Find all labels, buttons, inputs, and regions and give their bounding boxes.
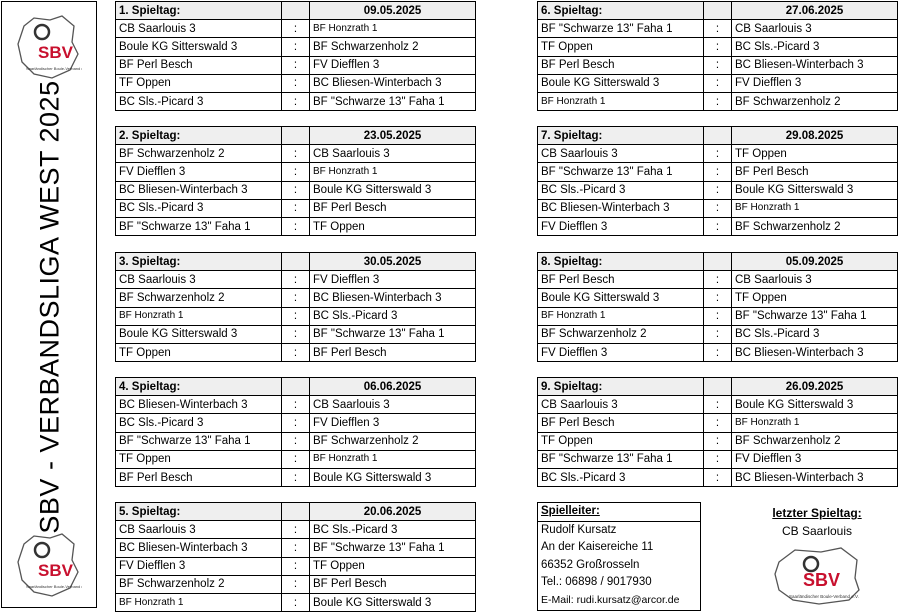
sbv-logo-icon — [769, 542, 865, 606]
match-row — [116, 432, 476, 450]
away-team: BF "Schwarze 13" Faha 1 — [310, 325, 476, 343]
away-team: BF Honzrath 1 — [310, 20, 476, 38]
spieltag-label: 4. Spieltag: — [116, 378, 282, 396]
home-team: BF Perl Besch — [538, 56, 704, 74]
match-row — [538, 414, 898, 432]
match-row — [538, 271, 898, 289]
home-team: BC Bliesen-Winterbach 3 — [116, 539, 282, 557]
svg-text:SBV: SBV — [38, 43, 73, 62]
away-team: BF "Schwarze 13" Faha 1 — [732, 307, 898, 325]
away-team: FV Diefflen 3 — [732, 450, 898, 468]
home-team: TF Oppen — [116, 450, 282, 468]
away-team: Boule KG Sitterswald 3 — [732, 396, 898, 414]
spieltag-table — [115, 126, 476, 236]
svg-text:Saarländischer Boule-Verband e: Saarländischer Boule-Verband e.V. — [26, 584, 82, 589]
match-separator: : — [704, 92, 732, 110]
home-team: CB Saarlouis 3 — [116, 20, 282, 38]
match-separator: : — [704, 199, 732, 217]
match-separator: : — [704, 450, 732, 468]
match-row — [538, 145, 898, 163]
away-team: Boule KG Sitterswald 3 — [732, 181, 898, 199]
match-separator: : — [282, 74, 310, 92]
match-separator: : — [282, 289, 310, 307]
match-row — [116, 38, 476, 56]
home-team: BF "Schwarze 13" Faha 1 — [538, 20, 704, 38]
away-team: Boule KG Sitterswald 3 — [310, 468, 476, 486]
match-row — [116, 575, 476, 593]
match-separator: : — [282, 521, 310, 539]
match-separator: : — [282, 325, 310, 343]
spieltag-label: 8. Spieltag: — [538, 253, 704, 271]
away-team: BF Schwarzenholz 2 — [310, 38, 476, 56]
spieltag-date: 20.06.2025 — [310, 503, 476, 521]
match-separator: : — [282, 38, 310, 56]
match-separator: : — [282, 575, 310, 593]
match-separator: : — [704, 396, 732, 414]
header-spacer — [282, 127, 310, 145]
home-team: BF Schwarzenholz 2 — [116, 145, 282, 163]
header-spacer — [282, 253, 310, 271]
home-team: CB Saarlouis 3 — [116, 271, 282, 289]
match-row — [116, 521, 476, 539]
match-row — [538, 217, 898, 235]
sbv-logo-small — [769, 542, 865, 606]
header-spacer — [704, 2, 732, 20]
spieltag-table — [537, 252, 898, 362]
spieltag-label: 5. Spieltag: — [116, 503, 282, 521]
match-separator: : — [282, 539, 310, 557]
home-team: CB Saarlouis 3 — [538, 145, 704, 163]
match-row — [116, 20, 476, 38]
spieltag-label: 2. Spieltag: — [116, 127, 282, 145]
away-team: BF Schwarzenholz 2 — [310, 432, 476, 450]
spielleiter-box — [537, 502, 701, 611]
letzter-spieltag-value: CB Saarlouis — [781, 524, 853, 538]
match-row — [116, 271, 476, 289]
match-row — [538, 289, 898, 307]
home-team: Boule KG Sitterswald 3 — [116, 325, 282, 343]
spieltag-table — [537, 1, 898, 111]
match-row — [538, 450, 898, 468]
spieltag-date: 06.06.2025 — [310, 378, 476, 396]
match-row — [538, 343, 898, 361]
home-team: BF "Schwarze 13" Faha 1 — [538, 163, 704, 181]
away-team: CB Saarlouis 3 — [310, 145, 476, 163]
letzter-spieltag — [752, 504, 882, 606]
home-team: TF Oppen — [538, 38, 704, 56]
match-row — [116, 307, 476, 325]
svg-text:SBV: SBV — [38, 561, 73, 580]
home-team: FV Diefflen 3 — [116, 557, 282, 575]
match-row — [116, 92, 476, 110]
home-team: CB Saarlouis 3 — [116, 521, 282, 539]
spieltag-label: 9. Spieltag: — [538, 378, 704, 396]
sbv-logo-icon — [12, 12, 82, 82]
match-row — [538, 325, 898, 343]
away-team: BF Honzrath 1 — [310, 163, 476, 181]
match-row — [538, 92, 898, 110]
match-row — [116, 74, 476, 92]
home-team: BC Sls.-Picard 3 — [538, 468, 704, 486]
home-team: BF Schwarzenholz 2 — [116, 289, 282, 307]
home-team: CB Saarlouis 3 — [538, 396, 704, 414]
away-team: BF Perl Besch — [310, 199, 476, 217]
home-team: BF Schwarzenholz 2 — [538, 325, 704, 343]
match-separator: : — [704, 181, 732, 199]
match-separator: : — [282, 199, 310, 217]
home-team: TF Oppen — [538, 432, 704, 450]
match-row — [116, 343, 476, 361]
match-separator: : — [704, 289, 732, 307]
match-separator: : — [282, 432, 310, 450]
match-row — [538, 38, 898, 56]
away-team: BC Bliesen-Winterbach 3 — [732, 468, 898, 486]
match-separator: : — [282, 145, 310, 163]
match-row — [538, 20, 898, 38]
match-row — [538, 199, 898, 217]
home-team: FV Diefflen 3 — [538, 343, 704, 361]
match-row — [538, 307, 898, 325]
match-row — [538, 468, 898, 486]
match-row — [116, 145, 476, 163]
match-row — [538, 56, 898, 74]
away-team: Boule KG Sitterswald 3 — [310, 181, 476, 199]
away-team: BC Sls.-Picard 3 — [310, 521, 476, 539]
away-team: BC Bliesen-Winterbach 3 — [732, 343, 898, 361]
match-row — [116, 56, 476, 74]
home-team: BF "Schwarze 13" Faha 1 — [116, 217, 282, 235]
match-separator: : — [704, 414, 732, 432]
match-row — [538, 163, 898, 181]
spielleiter-email: E-Mail: rudi.kursatz@arcor.de — [541, 593, 680, 606]
match-separator: : — [282, 56, 310, 74]
home-team: BF "Schwarze 13" Faha 1 — [116, 432, 282, 450]
match-separator: : — [704, 145, 732, 163]
home-team: TF Oppen — [116, 74, 282, 92]
home-team: FV Diefflen 3 — [116, 163, 282, 181]
away-team: CB Saarlouis 3 — [732, 20, 898, 38]
spielleiter-heading: Spielleiter: — [538, 503, 700, 522]
match-row — [538, 74, 898, 92]
match-separator: : — [704, 468, 732, 486]
match-row — [116, 289, 476, 307]
away-team: BF Schwarzenholz 2 — [732, 92, 898, 110]
header-spacer — [704, 127, 732, 145]
match-separator: : — [704, 56, 732, 74]
home-team: BF Honzrath 1 — [538, 92, 704, 110]
match-row — [116, 199, 476, 217]
away-team: BC Bliesen-Winterbach 3 — [310, 74, 476, 92]
match-separator: : — [282, 20, 310, 38]
match-separator: : — [282, 271, 310, 289]
sidebar — [1, 1, 97, 608]
away-team: FV Diefflen 3 — [310, 271, 476, 289]
home-team: Boule KG Sitterswald 3 — [116, 38, 282, 56]
home-team: BF Schwarzenholz 2 — [116, 575, 282, 593]
svg-text:Saarländischer Boule-Verband e: Saarländischer Boule-Verband e.V. — [26, 66, 82, 71]
home-team: BF Perl Besch — [116, 56, 282, 74]
home-team: BF Honzrath 1 — [116, 593, 282, 611]
away-team: BF "Schwarze 13" Faha 1 — [310, 92, 476, 110]
match-separator: : — [282, 92, 310, 110]
spieltag-label: 7. Spieltag: — [538, 127, 704, 145]
spieltag-date: 27.06.2025 — [732, 2, 898, 20]
spieltag-table — [537, 377, 898, 487]
spielleiter-street: An der Kaisereiche 11 — [541, 541, 654, 554]
home-team: BF Perl Besch — [538, 271, 704, 289]
header-spacer — [282, 378, 310, 396]
home-team: FV Diefflen 3 — [538, 217, 704, 235]
away-team: BF Schwarzenholz 2 — [732, 432, 898, 450]
home-team: BF Honzrath 1 — [116, 307, 282, 325]
away-team: BF Perl Besch — [310, 575, 476, 593]
home-team: TF Oppen — [116, 343, 282, 361]
header-spacer — [282, 2, 310, 20]
match-separator: : — [282, 307, 310, 325]
sbv-logo-top — [12, 12, 82, 82]
away-team: BF Schwarzenholz 2 — [732, 217, 898, 235]
spieltag-date: 09.05.2025 — [310, 2, 476, 20]
home-team: BF Perl Besch — [538, 414, 704, 432]
away-team: BC Bliesen-Winterbach 3 — [310, 289, 476, 307]
spieltag-date: 23.05.2025 — [310, 127, 476, 145]
match-separator: : — [282, 450, 310, 468]
spieltag-table — [115, 502, 476, 612]
away-team: TF Oppen — [732, 289, 898, 307]
away-team: BF Honzrath 1 — [732, 414, 898, 432]
spieltag-table — [115, 252, 476, 362]
away-team: TF Oppen — [732, 145, 898, 163]
home-team: BF Honzrath 1 — [538, 307, 704, 325]
match-separator: : — [282, 163, 310, 181]
away-team: CB Saarlouis 3 — [732, 271, 898, 289]
home-team: Boule KG Sitterswald 3 — [538, 289, 704, 307]
away-team: BF Honzrath 1 — [310, 450, 476, 468]
away-team: BC Bliesen-Winterbach 3 — [732, 56, 898, 74]
spieltag-date: 05.09.2025 — [732, 253, 898, 271]
away-team: TF Oppen — [310, 557, 476, 575]
away-team: BF Honzrath 1 — [732, 199, 898, 217]
away-team: BC Sls.-Picard 3 — [732, 38, 898, 56]
match-row — [116, 181, 476, 199]
home-team: BC Sls.-Picard 3 — [116, 199, 282, 217]
match-row — [116, 468, 476, 486]
away-team: BF "Schwarze 13" Faha 1 — [310, 539, 476, 557]
match-separator: : — [282, 414, 310, 432]
spieltag-date: 29.08.2025 — [732, 127, 898, 145]
home-team: BC Bliesen-Winterbach 3 — [116, 181, 282, 199]
away-team: BF Perl Besch — [310, 343, 476, 361]
match-separator: : — [282, 557, 310, 575]
away-team: FV Diefflen 3 — [310, 414, 476, 432]
match-row — [538, 181, 898, 199]
spieltag-label: 1. Spieltag: — [116, 2, 282, 20]
svg-text:SBV: SBV — [803, 570, 841, 590]
away-team: TF Oppen — [310, 217, 476, 235]
spieltag-date: 26.09.2025 — [732, 378, 898, 396]
match-row — [116, 539, 476, 557]
svg-text:Saarländischer Boule-Verband e: Saarländischer Boule-Verband e.V. — [789, 594, 859, 599]
away-team: FV Diefflen 3 — [732, 74, 898, 92]
match-separator: : — [704, 325, 732, 343]
match-row — [116, 217, 476, 235]
header-spacer — [704, 253, 732, 271]
sbv-logo-icon — [12, 530, 82, 600]
away-team: BC Sls.-Picard 3 — [310, 307, 476, 325]
match-separator: : — [704, 163, 732, 181]
match-row — [116, 450, 476, 468]
sbv-logo-bottom — [12, 530, 82, 600]
spielleiter-phone: Tel.: 06898 / 9017930 — [541, 576, 652, 589]
spielleiter-city: 66352 Großrosseln — [541, 558, 640, 571]
home-team: BC Bliesen-Winterbach 3 — [538, 199, 704, 217]
header-spacer — [282, 503, 310, 521]
home-team: BF "Schwarze 13" Faha 1 — [538, 450, 704, 468]
spieltag-date: 30.05.2025 — [310, 253, 476, 271]
away-team: BC Sls.-Picard 3 — [732, 325, 898, 343]
home-team: BC Sls.-Picard 3 — [538, 181, 704, 199]
match-row — [538, 432, 898, 450]
match-separator: : — [282, 396, 310, 414]
match-row — [116, 163, 476, 181]
match-separator: : — [704, 271, 732, 289]
spieltag-label: 3. Spieltag: — [116, 253, 282, 271]
away-team: CB Saarlouis 3 — [310, 396, 476, 414]
letzter-spieltag-heading: letzter Spieltag: — [772, 506, 862, 520]
match-row — [116, 396, 476, 414]
home-team: Boule KG Sitterswald 3 — [538, 74, 704, 92]
match-separator: : — [704, 343, 732, 361]
away-team: Boule KG Sitterswald 3 — [310, 593, 476, 611]
match-separator: : — [704, 74, 732, 92]
match-row — [116, 593, 476, 611]
match-separator: : — [704, 38, 732, 56]
spieltag-table — [537, 126, 898, 236]
match-row — [116, 414, 476, 432]
match-separator: : — [704, 217, 732, 235]
away-team: FV Diefflen 3 — [310, 56, 476, 74]
spieltag-label: 6. Spieltag: — [538, 2, 704, 20]
match-separator: : — [282, 468, 310, 486]
match-separator: : — [704, 20, 732, 38]
match-separator: : — [704, 307, 732, 325]
match-separator: : — [282, 217, 310, 235]
match-row — [116, 325, 476, 343]
match-separator: : — [282, 593, 310, 611]
away-team: BF Perl Besch — [732, 163, 898, 181]
match-row — [538, 396, 898, 414]
match-separator: : — [282, 181, 310, 199]
spieltag-table — [115, 1, 476, 111]
home-team: BC Sls.-Picard 3 — [116, 92, 282, 110]
page-title: SBV - VERBANDSLIGA WEST 2025 — [34, 80, 65, 534]
match-separator: : — [282, 343, 310, 361]
home-team: BF Perl Besch — [116, 468, 282, 486]
match-row — [116, 557, 476, 575]
home-team: BC Bliesen-Winterbach 3 — [116, 396, 282, 414]
spieltag-table — [115, 377, 476, 487]
spielleiter-name: Rudolf Kursatz — [541, 523, 617, 536]
match-separator: : — [704, 432, 732, 450]
header-spacer — [704, 378, 732, 396]
home-team: BC Sls.-Picard 3 — [116, 414, 282, 432]
